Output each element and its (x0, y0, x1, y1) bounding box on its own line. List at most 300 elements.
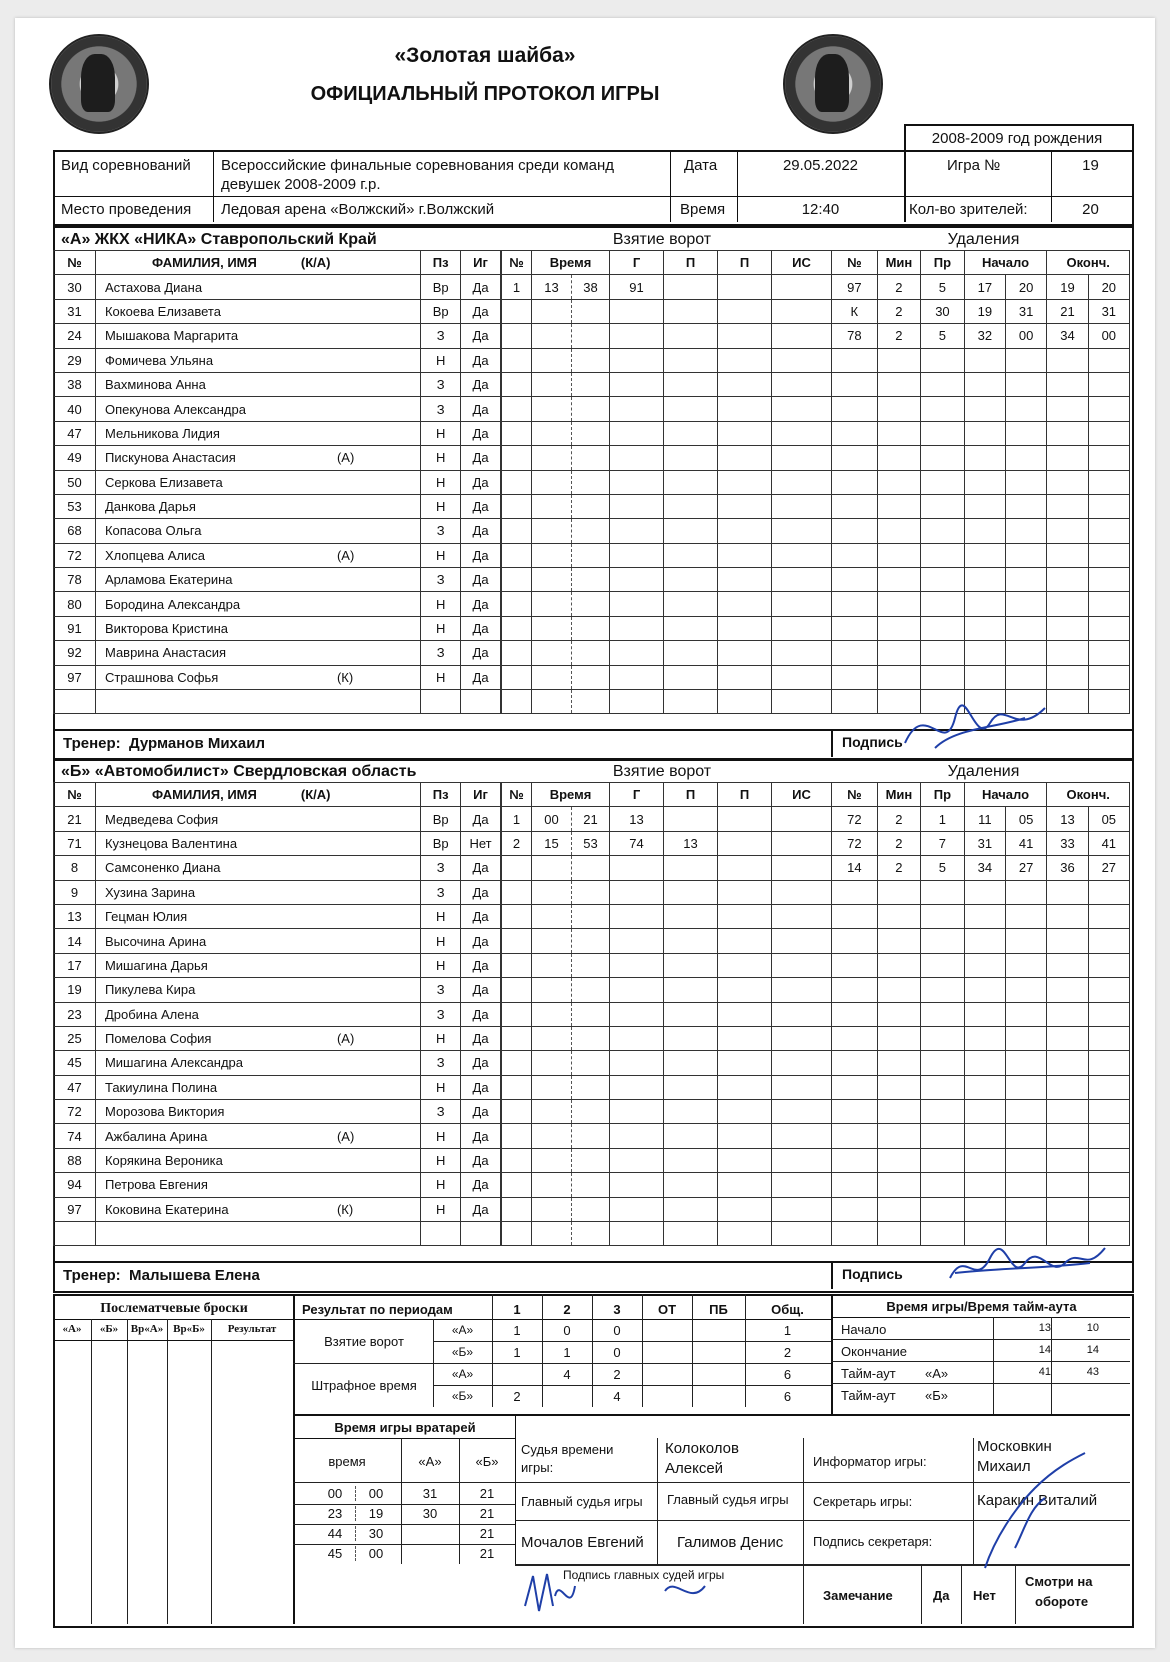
goal-second (572, 494, 610, 518)
goal-assist-2 (718, 568, 772, 592)
goal-assist-1 (664, 1026, 718, 1050)
goal-row (502, 1148, 832, 1172)
penalty-player (832, 665, 878, 689)
goal-minute (532, 690, 572, 714)
goal-scorer (610, 324, 664, 348)
penalty-reason (921, 1051, 965, 1075)
goal-row (502, 1124, 832, 1148)
goal-assist-1 (664, 856, 718, 880)
goal-no-header: № (502, 783, 532, 807)
penalty-start-min (964, 665, 1005, 689)
periods-pim-label: Штрафное время (311, 1378, 417, 1393)
place-value: Ледовая арена «Волжский» г.Волжский (221, 201, 495, 218)
penalty-end-min (1047, 665, 1088, 689)
penalty-row (832, 1173, 1130, 1197)
grid-line (91, 1319, 92, 1624)
penalty-end-sec (1088, 690, 1129, 714)
goal-number (502, 978, 532, 1002)
game-value: 19 (1082, 157, 1099, 174)
penalty-end-sec (1088, 1124, 1129, 1148)
player-position: Вр (421, 831, 461, 855)
penalty-start-min (964, 904, 1005, 928)
player-name: Мишагина Дарья (104, 957, 208, 973)
goal-minute (532, 1075, 572, 1099)
goal-number (502, 1075, 532, 1099)
penalty-start-min (964, 1075, 1005, 1099)
goal-minute: 15 (532, 831, 572, 855)
goal-row (502, 953, 832, 977)
team-b-sign-label: Подпись (842, 1266, 903, 1282)
goal-assist-1 (664, 1051, 718, 1075)
penalty-player (832, 1148, 878, 1172)
player-row (54, 397, 501, 421)
goal-assist-2 (718, 1197, 772, 1221)
game-time-team: «Б» (925, 1388, 948, 1403)
goal-situation (772, 592, 832, 616)
player-name-cell (95, 1148, 420, 1172)
player-name: Опекунова Александра (104, 401, 246, 417)
penalty-minutes (877, 1124, 921, 1148)
penalty-end-sec: 05 (1088, 807, 1129, 831)
goal-situation (772, 978, 832, 1002)
goalie-b: 21 (479, 1506, 495, 1521)
player-name: Фомичева Ульяна (104, 352, 214, 368)
player-played: Да (461, 568, 501, 592)
goalie-b: 21 (479, 1526, 495, 1541)
penalty-start-sec (1005, 421, 1046, 445)
player-played: Да (461, 665, 501, 689)
goal-assist-1: 13 (664, 831, 718, 855)
player-name: Страшнова Софья (104, 669, 219, 685)
periods-goals-label: Взятие ворот (324, 1334, 404, 1349)
goal-second (572, 904, 610, 928)
penalty-reason (921, 543, 965, 567)
penalty-start-sec (1005, 978, 1046, 1002)
goal-situation (772, 324, 832, 348)
penalty-end-sec (1088, 1002, 1129, 1026)
goal-second (572, 543, 610, 567)
team-a-penalties-header: Удаления (947, 231, 1020, 248)
penalty-end-sec (1088, 978, 1129, 1002)
penalty-row (832, 1148, 1130, 1172)
comp-value-1: Всероссийские финальные соревнования среди команд (221, 157, 615, 174)
penalty-end-sec (1088, 397, 1129, 421)
penalty-start-sec (1005, 929, 1046, 953)
goal-minute (532, 519, 572, 543)
goal-row (502, 1173, 832, 1197)
penalty-player (832, 348, 878, 372)
player-row (54, 1148, 501, 1172)
penalty-end-min (1047, 1173, 1088, 1197)
goal-number (502, 1222, 532, 1246)
goal-second (572, 397, 610, 421)
penalty-end-sec (1088, 1148, 1129, 1172)
player-name: Викторова Кристина (104, 621, 229, 637)
player-name-cell (95, 880, 420, 904)
team-a-coach: Дурманов Михаил (129, 735, 265, 752)
team-a-coach-label: Тренер: (63, 735, 121, 752)
grid-line (803, 1438, 804, 1624)
secretary-sign-label: Подпись секретаря: (813, 1534, 933, 1549)
penalty-reason (921, 1002, 965, 1026)
penalty-row (832, 348, 1130, 372)
penalty-minutes (877, 1100, 921, 1124)
player-played: Да (461, 494, 501, 518)
goal-second (572, 592, 610, 616)
goal-situation (772, 807, 832, 831)
goal-second (572, 856, 610, 880)
goal-scorer (610, 1100, 664, 1124)
grid-line (293, 1363, 831, 1364)
place-label: Место проведения (61, 201, 192, 218)
goal-assist2-header: П (718, 783, 772, 807)
player-number: 21 (54, 807, 96, 831)
col-played-header: Иг (461, 251, 501, 275)
player-row (54, 929, 501, 953)
player-name-cell (95, 421, 420, 445)
penalty-end-sec (1088, 1051, 1129, 1075)
goal-assist-2 (718, 1100, 772, 1124)
goal-scorer (610, 856, 664, 880)
penalty-end-sec (1088, 641, 1129, 665)
player-number: 47 (54, 1075, 96, 1099)
player-position: Вр (421, 807, 461, 831)
player-number (54, 1222, 96, 1246)
penalty-start-sec (1005, 1026, 1046, 1050)
goal-scorer (610, 690, 664, 714)
goal-row (502, 1100, 832, 1124)
penalty-start-min (964, 1002, 1005, 1026)
period-team: «Б» (451, 1345, 474, 1359)
goal-minute (532, 372, 572, 396)
penalty-start-min: 34 (964, 856, 1005, 880)
penalty-row (832, 1002, 1130, 1026)
player-played: Да (461, 1124, 501, 1148)
goal-situation (772, 1197, 832, 1221)
player-name-cell (95, 807, 420, 831)
goal-situation (772, 665, 832, 689)
goal-scorer (610, 1026, 664, 1050)
goal-second (572, 1026, 610, 1050)
grid-line (127, 1319, 128, 1624)
goal-situation (772, 568, 832, 592)
goalie-a: 31 (422, 1486, 438, 1501)
player-name-cell (95, 397, 420, 421)
goal-situation (772, 641, 832, 665)
player-row (54, 616, 501, 640)
goal-situation (772, 1173, 832, 1197)
penalty-end-sec: 41 (1088, 831, 1129, 855)
goal-second (572, 1173, 610, 1197)
goal-scorer (610, 880, 664, 904)
player-position: Н (421, 1075, 461, 1099)
goal-second (572, 299, 610, 323)
penalty-player (832, 641, 878, 665)
player-row (54, 880, 501, 904)
goal-situation (772, 616, 832, 640)
player-position: Вр (421, 299, 461, 323)
penalty-end-sec (1088, 519, 1129, 543)
goal-assist-1 (664, 397, 718, 421)
player-row (54, 592, 501, 616)
pen-end-header: Оконч. (1047, 251, 1130, 275)
goal-situation (772, 880, 832, 904)
penalty-end-min (1047, 1051, 1088, 1075)
goal-row (502, 880, 832, 904)
player-row (54, 372, 501, 396)
goal-scorer (610, 397, 664, 421)
goal-assist-1 (664, 348, 718, 372)
player-name: Мышакова Маргарита (104, 328, 239, 344)
penalty-start-min: 11 (964, 807, 1005, 831)
period-col-header: 2 (563, 1302, 571, 1317)
player-number: 91 (54, 616, 96, 640)
player-name-cell (95, 1051, 420, 1075)
team-b-penalties-header: Удаления (947, 763, 1020, 780)
goal-number (502, 372, 532, 396)
penalty-minutes (877, 1173, 921, 1197)
penalty-player (832, 1197, 878, 1221)
penalty-player (832, 1222, 878, 1246)
name-header-label: ФАМИЛИЯ, ИМЯ (151, 787, 257, 803)
goal-number (502, 1148, 532, 1172)
player-name: Мельникова Лидия (104, 425, 220, 441)
penalty-start-min (964, 1197, 1005, 1221)
player-position: Н (421, 470, 461, 494)
player-name: Морозова Виктория (104, 1104, 225, 1120)
penalty-end-min (1047, 494, 1088, 518)
goal-row (502, 324, 832, 348)
penalty-start-min (964, 519, 1005, 543)
penalty-end-min (1047, 519, 1088, 543)
penalty-end-min (1047, 592, 1088, 616)
goal-scorer (610, 929, 664, 953)
goal-row (502, 372, 832, 396)
goalie-a: 30 (422, 1506, 438, 1521)
goalie-time-min: 00 (315, 1486, 356, 1501)
periods-title: Результат по периодам (302, 1302, 453, 1317)
see-back-label-2: обороте (1035, 1594, 1089, 1609)
col-name-header (95, 783, 420, 807)
penalty-row (832, 1051, 1130, 1075)
goal-second (572, 470, 610, 494)
date-value: 29.05.2022 (782, 157, 859, 174)
penalty-minutes (877, 470, 921, 494)
player-name: Пискунова Анастасия (104, 450, 236, 466)
shootout-title: Послематчевые броски (100, 1301, 248, 1316)
penalty-reason (921, 904, 965, 928)
player-row (54, 904, 501, 928)
penalty-end-min: 21 (1047, 299, 1088, 323)
goal-number (502, 665, 532, 689)
right-logo-icon (783, 34, 883, 134)
player-row (54, 1051, 501, 1075)
period-value: 1 (783, 1323, 792, 1338)
penalty-start-sec (1005, 641, 1046, 665)
goal-scorer: 13 (610, 807, 664, 831)
pen-reason-header: Пр (921, 783, 965, 807)
grid-line (657, 1438, 658, 1564)
penalty-end-sec: 31 (1088, 299, 1129, 323)
goal-assist-1 (664, 1002, 718, 1026)
goal-row (502, 856, 832, 880)
goal-situation (772, 470, 832, 494)
pen-start-header: Начало (964, 251, 1047, 275)
goal-scorer (610, 494, 664, 518)
player-name-cell (95, 299, 420, 323)
period-value: 2 (613, 1367, 621, 1382)
goal-time-header: Время (532, 251, 610, 275)
goal-second (572, 880, 610, 904)
penalty-end-min (1047, 446, 1088, 470)
goal-assist-1 (664, 519, 718, 543)
goal-assist-1 (664, 929, 718, 953)
goal-situation (772, 1100, 832, 1124)
shootout-col-header: Вр«Б» (173, 1323, 205, 1335)
player-played: Да (461, 470, 501, 494)
goal-assist-1 (664, 880, 718, 904)
penalty-start-sec (1005, 470, 1046, 494)
game-time-a: 41 (1038, 1366, 1051, 1378)
player-number: 30 (54, 275, 96, 299)
informer-label: Информатор игры: (813, 1454, 927, 1469)
player-number: 23 (54, 1002, 96, 1026)
goal-assist-2 (718, 978, 772, 1002)
doc-subtitle: ОФИЦИАЛЬНЫЙ ПРОТОКОЛ ИГРЫ (310, 83, 660, 105)
penalty-start-sec (1005, 397, 1046, 421)
penalty-minutes: 2 (877, 807, 921, 831)
penalty-player (832, 616, 878, 640)
secretary-signature (975, 1448, 1098, 1578)
goal-second: 38 (572, 275, 610, 299)
goal-minute: 00 (532, 807, 572, 831)
penalty-minutes (877, 446, 921, 470)
goal-number (502, 348, 532, 372)
player-number: 49 (54, 446, 96, 470)
player-name: Пикулева Кира (104, 982, 196, 998)
player-position: З (421, 1100, 461, 1124)
penalty-end-min: 33 (1047, 831, 1088, 855)
pen-reason-header: Пр (921, 251, 965, 275)
goal-number (502, 494, 532, 518)
penalty-end-sec (1088, 665, 1129, 689)
penalty-player (832, 1026, 878, 1050)
remark-label: Замечание (823, 1588, 893, 1603)
goal-row (502, 807, 832, 831)
player-played: Да (461, 641, 501, 665)
penalty-minutes (877, 592, 921, 616)
penalty-end-sec (1088, 568, 1129, 592)
period-col-header: 3 (613, 1302, 621, 1317)
penalty-end-sec: 20 (1088, 275, 1129, 299)
penalty-end-min (1047, 348, 1088, 372)
player-played: Да (461, 856, 501, 880)
goal-situation (772, 543, 832, 567)
goal-assist-2 (718, 519, 772, 543)
goal-assist-1 (664, 953, 718, 977)
player-number: 94 (54, 1173, 96, 1197)
penalty-end-min (1047, 1075, 1088, 1099)
doc-title: «Золотая шайба» (394, 44, 576, 67)
player-number: 25 (54, 1026, 96, 1050)
grid-line (973, 1438, 974, 1564)
player-number: 24 (54, 324, 96, 348)
penalty-row (832, 1197, 1130, 1221)
goal-assist-2 (718, 929, 772, 953)
referee-2-label: Главный судья игры (667, 1492, 789, 1507)
penalty-reason (921, 953, 965, 977)
see-back-label: Смотри на (1025, 1574, 1093, 1589)
penalty-end-sec (1088, 616, 1129, 640)
goal-scorer (610, 1124, 664, 1148)
goal-minute (532, 299, 572, 323)
player-number: 38 (54, 372, 96, 396)
goal-situation (772, 348, 832, 372)
game-time-a: 13 (1038, 1322, 1051, 1334)
player-position: Н (421, 904, 461, 928)
grid-line (293, 1482, 515, 1483)
penalty-minutes (877, 953, 921, 977)
penalty-minutes: 2 (877, 299, 921, 323)
goal-number: 1 (502, 807, 532, 831)
penalty-minutes (877, 929, 921, 953)
player-played: Да (461, 1197, 501, 1221)
goal-assist-1 (664, 1222, 718, 1246)
secretary-label: Секретарь игры: (813, 1494, 913, 1509)
player-position: З (421, 397, 461, 421)
penalty-start-sec: 00 (1005, 324, 1046, 348)
player-played: Да (461, 421, 501, 445)
player-played: Да (461, 275, 501, 299)
player-role: (А) (336, 547, 355, 563)
player-row (54, 275, 501, 299)
goal-row (502, 592, 832, 616)
goal-scorer (610, 568, 664, 592)
period-col-header: ПБ (709, 1302, 728, 1317)
player-number: 92 (54, 641, 96, 665)
team-b-coach: Малышева Елена (129, 1267, 260, 1284)
goal-minute (532, 616, 572, 640)
game-time-b: 10 (1086, 1322, 1099, 1334)
goal-situation (772, 831, 832, 855)
pen-start-header: Начало (964, 783, 1047, 807)
penalty-end-sec (1088, 904, 1129, 928)
ka-header-label: (К/А) (300, 787, 331, 803)
player-played: Да (461, 592, 501, 616)
penalty-start-min: 17 (964, 275, 1005, 299)
penalty-end-sec: 27 (1088, 856, 1129, 880)
player-name: Коковина Екатерина (104, 1201, 229, 1217)
goal-assist-2 (718, 543, 772, 567)
goal-scorer (610, 299, 664, 323)
team-b-penalties-table (831, 782, 1130, 1246)
penalty-end-min (1047, 397, 1088, 421)
goalies-b-header: «Б» (475, 1454, 499, 1469)
goal-assist-2 (718, 1222, 772, 1246)
goal-second (572, 641, 610, 665)
player-position: Н (421, 421, 461, 445)
goal-assist-1 (664, 299, 718, 323)
penalty-reason (921, 1197, 965, 1221)
penalty-row (832, 275, 1130, 299)
penalty-start-sec (1005, 348, 1046, 372)
time-value: 12:40 (801, 201, 840, 218)
goal-second (572, 1148, 610, 1172)
team-a-goals-table (501, 250, 832, 714)
penalty-minutes: 2 (877, 324, 921, 348)
goal-scorer (610, 1148, 664, 1172)
game-time-label: Начало (841, 1322, 887, 1337)
